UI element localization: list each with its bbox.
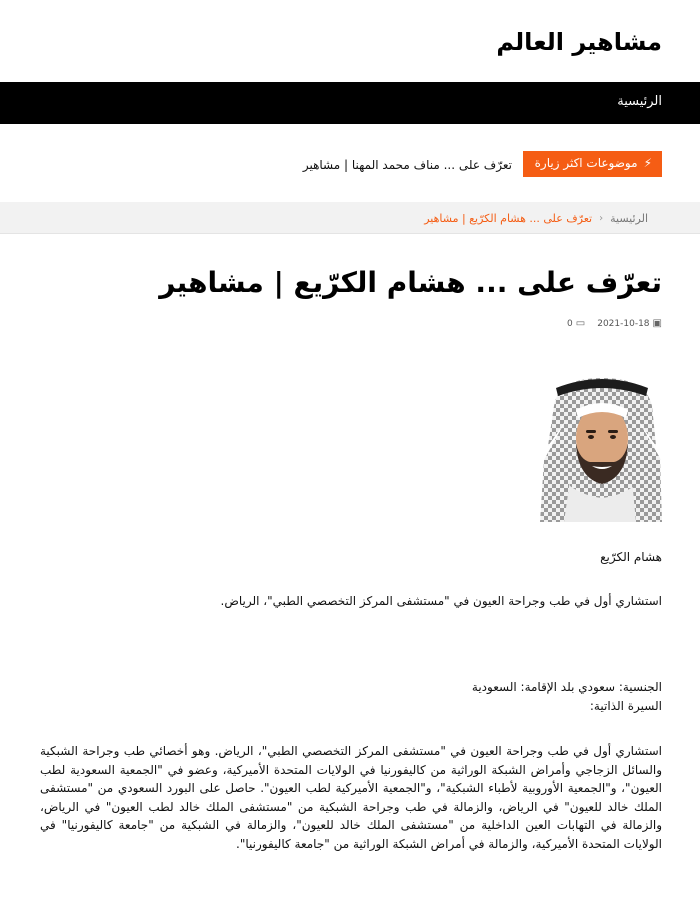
bio-heading: السيرة الذاتية:	[589, 699, 662, 713]
calendar-icon: ▣	[652, 318, 662, 329]
ticker-label-text: موضوعات اكثر زيارة	[534, 156, 638, 170]
bolt-icon: ⚡	[643, 156, 652, 170]
breadcrumb-bar	[0, 202, 700, 234]
breadcrumb-home[interactable]: الرئيسية	[610, 212, 648, 225]
breadcrumb-separator: ‹	[599, 213, 604, 224]
post-date	[597, 318, 662, 329]
site-header	[0, 0, 700, 82]
comment-count-text: 0	[567, 318, 573, 329]
portrait-image	[540, 376, 662, 522]
comment-icon: ▭	[575, 318, 586, 329]
bio-text: استشاري أول في طب وجراحة العيون في "مستشفى المركز التخصصي الطبي"، الرياض. وهو أخصائي طب وجراحة الشبكية والسائل الزجاجي وأمراض الشبكة الوراثية من كاليفورنيا في الولايات المتحدة الأميركية، وعضو في "الجمعية السعودية لطب العيون"، و"الجمعية الأوروبية لأطباء الشبكية"، و"الجمعية الأميركية لطب العيون". حاصل على البورد السعودي من "مستشفى الملك خالد للعيون" في الرياض، والزمالة في طب وجراحة الشبكية من "مستشفى الملك خالد لطب العيون" في الرياض، والزمالة في التهابات العين الداخلية من "مستشفى الملك خالد للعيون"، والزمالة في الشبكية من "جامعة كاليفورنيا" في الولايات المتحدة الأميركية، والزمالة في أمراض الشبكة الوراثية من "جامعة كاليفورنيا".	[40, 744, 662, 851]
article-title: تعرّف على ... هشام الكرّيع | مشاهير	[159, 266, 662, 299]
breadcrumb	[424, 212, 648, 225]
ticker-label	[523, 151, 662, 177]
breadcrumb-current: تعرّف على ... هشام الكرّيع | مشاهير	[424, 212, 593, 225]
nationality-line: الجنسية: سعودي بلد الإقامة: السعودية	[471, 680, 662, 694]
ticker-link[interactable]: تعرّف على ... مناف محمد المهنا | مشاهير	[302, 158, 512, 172]
post-date-text: 2021-10-18	[597, 318, 650, 329]
person-position: استشاري أول في طب وجراحة العيون في "مستشفى المركز التخصصي الطبي"، الرياض.	[220, 594, 662, 608]
article-meta	[567, 318, 662, 329]
comment-count[interactable]	[567, 318, 585, 329]
site-title[interactable]: مشاهير العالم	[496, 28, 662, 56]
person-name: هشام الكرّيع	[600, 550, 662, 564]
main-navbar	[0, 82, 700, 124]
news-ticker	[0, 148, 700, 178]
nav-item-home[interactable]: الرئيسية	[617, 94, 662, 109]
